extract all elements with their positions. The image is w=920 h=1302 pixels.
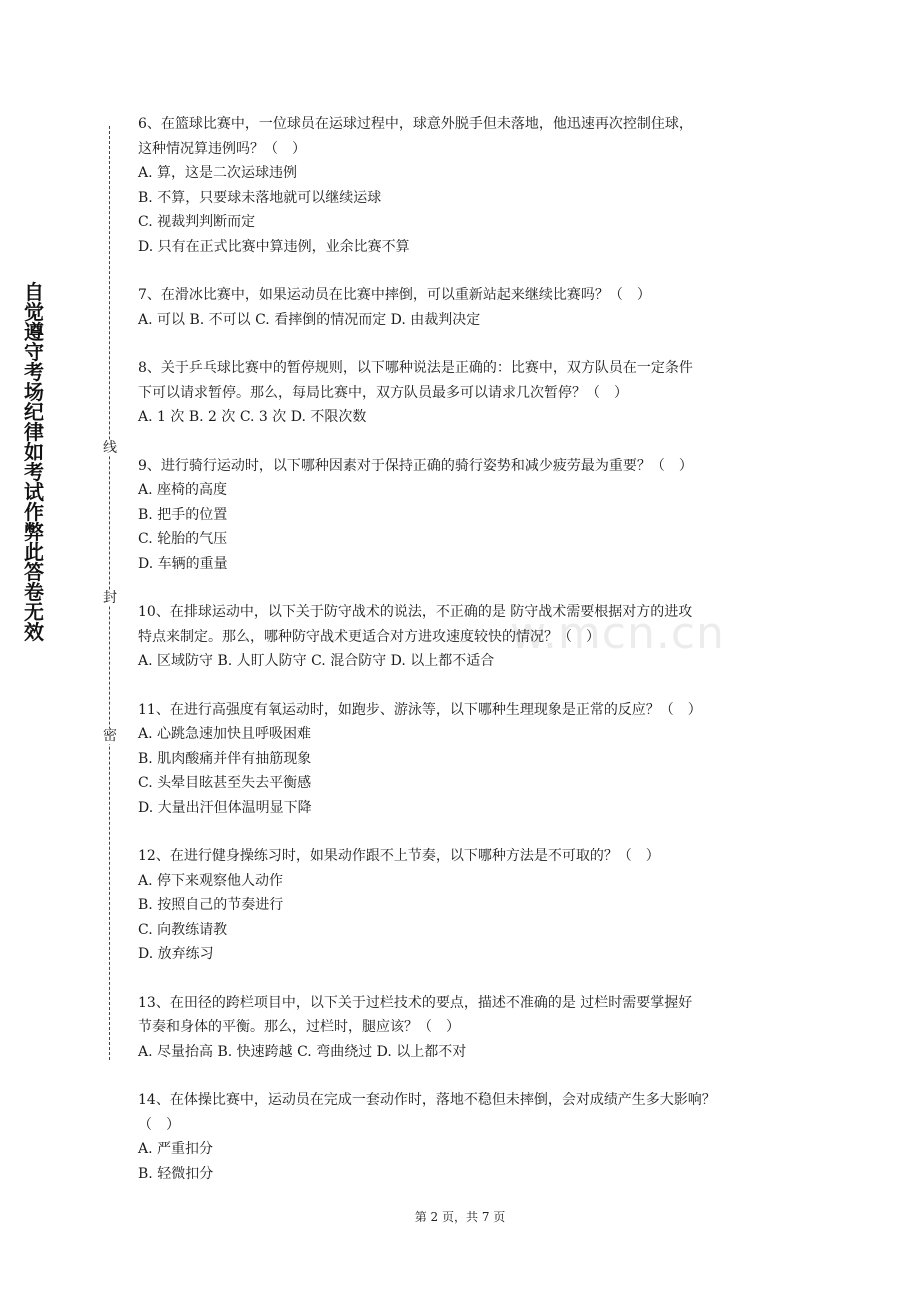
warning-char: 自: [24, 280, 44, 304]
warning-char: 试: [24, 480, 44, 504]
question-stem-line: 节奏和身体的平衡。那么，过栏时，腿应该？（ ）: [138, 1019, 460, 1035]
question-13: [138, 991, 788, 1065]
option-c: C. 视裁判判断而定: [138, 214, 256, 230]
warning-char: 无: [24, 600, 44, 624]
option-b: B. 按照自己的节奏进行: [138, 897, 284, 913]
warning-char: 场: [24, 380, 44, 404]
option-b: B. 轻微扣分: [138, 1165, 214, 1182]
question-stem-line: 7、在滑冰比赛中，如果运动员在比赛中摔倒，可以重新站起来继续比赛吗？（ ）: [138, 287, 651, 303]
seal-label-xian: 线: [103, 440, 117, 456]
option-a: A. 停下来观察他人动作: [138, 872, 284, 889]
question-6: [138, 112, 788, 259]
option-d: D. 车辆的重量: [138, 555, 228, 572]
warning-char: 弊: [24, 520, 44, 544]
question-stem-line: 10、在排球运动中，以下关于防守战术的说法，不正确的是 防守战术需要根据对方的进攻: [138, 604, 693, 620]
warning-char: 守: [24, 340, 44, 364]
warning-char: 律: [24, 420, 44, 444]
question-9: [138, 454, 788, 577]
option-c: C. 轮胎的气压: [138, 531, 228, 547]
seal-label-feng: 封: [103, 590, 117, 606]
warning-char: 觉: [24, 300, 44, 324]
option-a: A. 算，这是二次运球违例: [138, 165, 298, 181]
exam-discipline-warning: [22, 282, 46, 642]
option-c: C. 向教练请教: [138, 921, 228, 938]
option-d: D. 大量出汗但体温明显下降: [138, 799, 312, 816]
question-list: [138, 112, 788, 1210]
options-inline: A. 尽量抬高 B. 快速跨越 C. 弯曲绕过 D. 以上都不对: [138, 1043, 467, 1060]
question-stem-line: （ ）: [138, 1116, 180, 1133]
warning-char: 卷: [24, 580, 44, 604]
watermark: w.mcn.cn: [510, 608, 725, 659]
question-stem-line: 8、关于乒乓球比赛中的暂停规则，以下哪种说法是正确的：比赛中，双方队员在一定条件: [138, 360, 693, 376]
page-number-footer: 第 2 页，共 7 页: [414, 1210, 506, 1224]
warning-char: 纪: [24, 400, 44, 424]
options-inline: A. 区域防守 B. 人盯人防守 C. 混合防守 D. 以上都不适合: [138, 653, 495, 669]
option-d: D. 放弃练习: [138, 946, 214, 962]
question-7: [138, 283, 788, 332]
question-stem-line: 特点来制定。那么，哪种防守战术更适合对方进攻速度较快的情况？（ ）: [138, 628, 600, 645]
seal-label-mi: 密: [103, 728, 117, 744]
option-a: A. 座椅的高度: [138, 482, 228, 498]
warning-char: 答: [24, 560, 44, 584]
question-stem-line: 9、进行骑行运动时，以下哪种因素对于保持正确的骑行姿势和减少疲劳最为重要？（ ）: [138, 457, 693, 474]
question-12: [138, 844, 788, 967]
warning-char: 考: [24, 360, 44, 384]
option-a: A. 心跳急速加快且呼吸困难: [138, 726, 312, 742]
option-b: B. 不算，只要球未落地就可以继续运球: [138, 189, 382, 206]
warning-char: 考: [24, 460, 44, 484]
option-c: C. 头晕目眩甚至失去平衡感: [138, 775, 312, 791]
question-stem-line: 11、在进行高强度有氧运动时，如跑步、游泳等，以下哪种生理现象是正常的反应？（ ）: [138, 701, 702, 718]
question-8: [138, 356, 788, 430]
question-10: [138, 600, 788, 674]
warning-char: 如: [24, 440, 44, 464]
question-stem-line: 下可以请求暂停。那么，每局比赛中，双方队员最多可以请求几次暂停？（ ）: [138, 384, 628, 401]
warning-char: 此: [24, 540, 44, 564]
question-stem-line: 这种情况算违例吗？（ ）: [138, 140, 306, 157]
option-a: A. 严重扣分: [138, 1141, 214, 1157]
option-b: B. 肌肉酸痛并伴有抽筋现象: [138, 750, 312, 767]
warning-char: 遵: [24, 320, 44, 344]
options-inline: A. 1 次 B. 2 次 C. 3 次 D. 不限次数: [138, 409, 367, 425]
question-14: [138, 1088, 788, 1186]
question-stem-line: 6、在篮球比赛中，一位球员在运球过程中，球意外脱手但未落地，他迅速再次控制住球，: [138, 116, 693, 132]
question-stem-line: 12、在进行健身操练习时，如果动作跟不上节奏，以下哪种方法是不可取的？（ ）: [138, 848, 660, 864]
question-11: [138, 698, 788, 821]
warning-char: 效: [24, 620, 44, 644]
option-b: B. 把手的位置: [138, 506, 228, 523]
warning-char: 作: [24, 500, 44, 524]
options-inline: A. 可以 B. 不可以 C. 看摔倒的情况而定 D. 由裁判决定: [138, 311, 481, 328]
option-d: D. 只有在正式比赛中算违例，业余比赛不算: [138, 238, 410, 255]
question-stem-line: 14、在体操比赛中，运动员在完成一套动作时，落地不稳但未摔倒，会对成绩产生多大影响？: [138, 1092, 716, 1108]
question-stem-line: 13、在田径的跨栏项目中，以下关于过栏技术的要点，描述不准确的是 过栏时需要掌握好: [138, 994, 693, 1011]
